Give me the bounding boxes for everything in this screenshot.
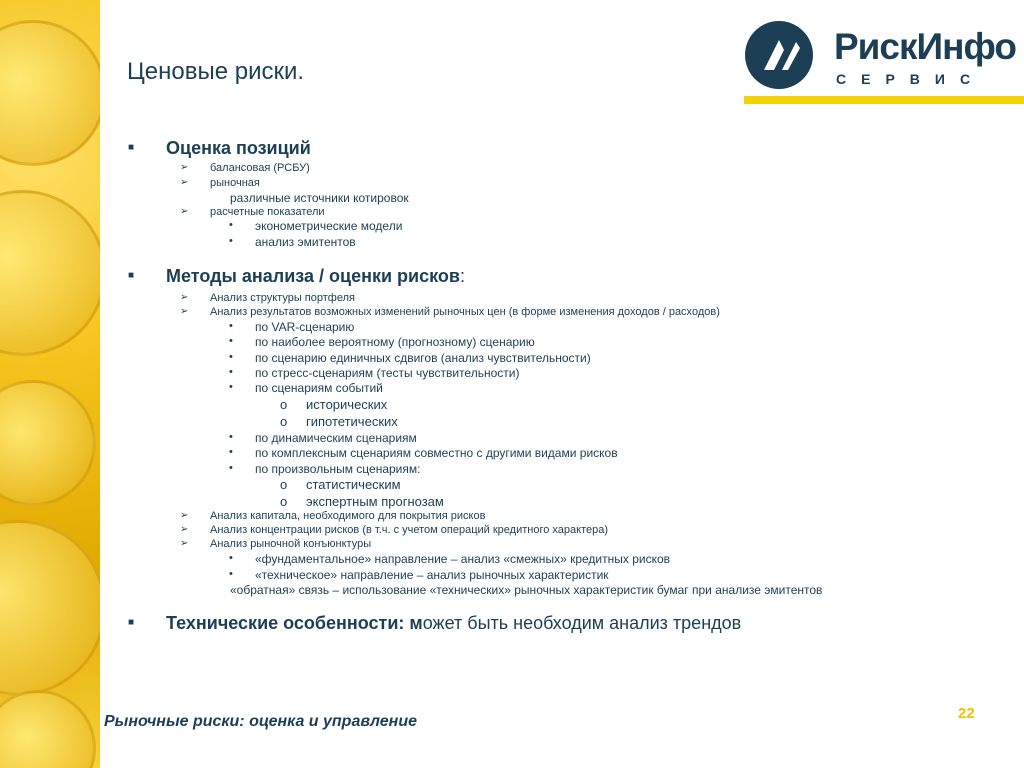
arrow-bullet-icon: ➢ xyxy=(180,524,189,535)
dot-bullet-icon: • xyxy=(229,552,233,564)
list-item: ➢ Анализ капитала, необходимого для покрытия рисков xyxy=(180,510,486,522)
list-item: o статистическим xyxy=(280,477,401,492)
dot-bullet-icon: • xyxy=(229,446,233,458)
square-bullet-icon: ■ xyxy=(128,270,135,281)
dot-bullet-icon: • xyxy=(229,568,233,580)
list-item: ➢ расчетные показатели xyxy=(180,206,325,218)
arrow-bullet-icon: ➢ xyxy=(180,206,189,217)
list-item: • по сценарию единичных сдвигов (анализ чувствительности) xyxy=(229,351,591,365)
list-item: ➢ Анализ рыночной конъюнктуры xyxy=(180,538,372,550)
list-item: • по комплексным сценариям совместно с другими видами рисков xyxy=(229,446,618,460)
list-item: различные источники котировок xyxy=(230,191,409,205)
list-item: • «техническое» направление – анализ рыночных характеристик xyxy=(229,568,609,582)
arrow-bullet-icon: ➢ xyxy=(180,292,189,303)
dot-bullet-icon: • xyxy=(229,335,233,347)
logo-underline xyxy=(744,96,1024,104)
list-item: • по произвольным сценариям: xyxy=(229,462,421,476)
page-title: Ценовые риски. xyxy=(127,58,305,85)
dot-bullet-icon: • xyxy=(229,462,233,474)
dot-bullet-icon: • xyxy=(229,431,233,443)
list-item: • по сценариям событий xyxy=(229,381,383,395)
list-item: ➢ Анализ концентрации рисков (в т.ч. с учетом операций кредитного характера) xyxy=(180,524,609,536)
dot-bullet-icon: • xyxy=(229,351,233,363)
square-bullet-icon: ■ xyxy=(128,617,135,628)
dot-bullet-icon: • xyxy=(229,219,233,231)
list-item: ➢ балансовая (РСБУ) xyxy=(180,162,310,174)
list-item: • анализ эмитентов xyxy=(229,235,356,249)
list-item: o исторических xyxy=(280,397,388,412)
page-number: 22 xyxy=(958,705,975,722)
list-item: • «фундаментальное» направление – анализ «смежных» кредитных рисков xyxy=(229,552,671,566)
logo-mark-icon xyxy=(744,20,814,90)
list-item: • по стресс-сценариям (тесты чувствительности) xyxy=(229,366,520,380)
section-heading: ■ Методы анализа / оценки рисков: xyxy=(128,266,465,286)
arrow-bullet-icon: ➢ xyxy=(180,538,189,549)
list-item: • по VAR-сценарию xyxy=(229,320,355,334)
dot-bullet-icon: • xyxy=(229,366,233,378)
list-item: ➢ Анализ структуры портфеля xyxy=(180,292,355,304)
list-item: • по наиболее вероятному (прогнозному) сценарию xyxy=(229,335,535,349)
dot-bullet-icon: • xyxy=(229,320,233,332)
logo-subtitle: СЕРВИС xyxy=(836,71,986,87)
logo-name: РискИнфо xyxy=(834,26,1016,67)
footer-title: Рыночные риски: оценка и управление xyxy=(104,713,417,730)
circle-bullet-icon: o xyxy=(280,414,288,429)
gold-coin-strip xyxy=(0,0,100,768)
list-item: • по динамическим сценариям xyxy=(229,431,417,445)
section-heading: ■ Оценка позиций xyxy=(128,138,311,158)
list-item: • эконометрические модели xyxy=(229,219,403,233)
circle-bullet-icon: o xyxy=(280,397,288,412)
circle-bullet-icon: o xyxy=(280,494,288,509)
list-item: o гипотетических xyxy=(280,414,398,429)
list-item: ➢ рыночная xyxy=(180,177,260,189)
dot-bullet-icon: • xyxy=(229,235,233,247)
arrow-bullet-icon: ➢ xyxy=(180,510,189,521)
arrow-bullet-icon: ➢ xyxy=(180,306,189,317)
arrow-bullet-icon: ➢ xyxy=(180,177,189,188)
arrow-bullet-icon: ➢ xyxy=(180,162,189,173)
square-bullet-icon: ■ xyxy=(128,142,135,153)
section-heading: ■ Технические особенности: может быть необходим анализ трендов xyxy=(128,613,742,633)
dot-bullet-icon: • xyxy=(229,381,233,393)
circle-bullet-icon: o xyxy=(280,477,288,492)
list-item: ➢ Анализ результатов возможных изменений рыночных цен (в форме изменения доходов / расходов) xyxy=(180,306,720,318)
list-item: o экспертным прогнозам xyxy=(280,494,444,509)
list-item: «обратная» связь – использование «технических» рыночных характеристик бумаг при анализе эмитентов xyxy=(230,583,823,597)
